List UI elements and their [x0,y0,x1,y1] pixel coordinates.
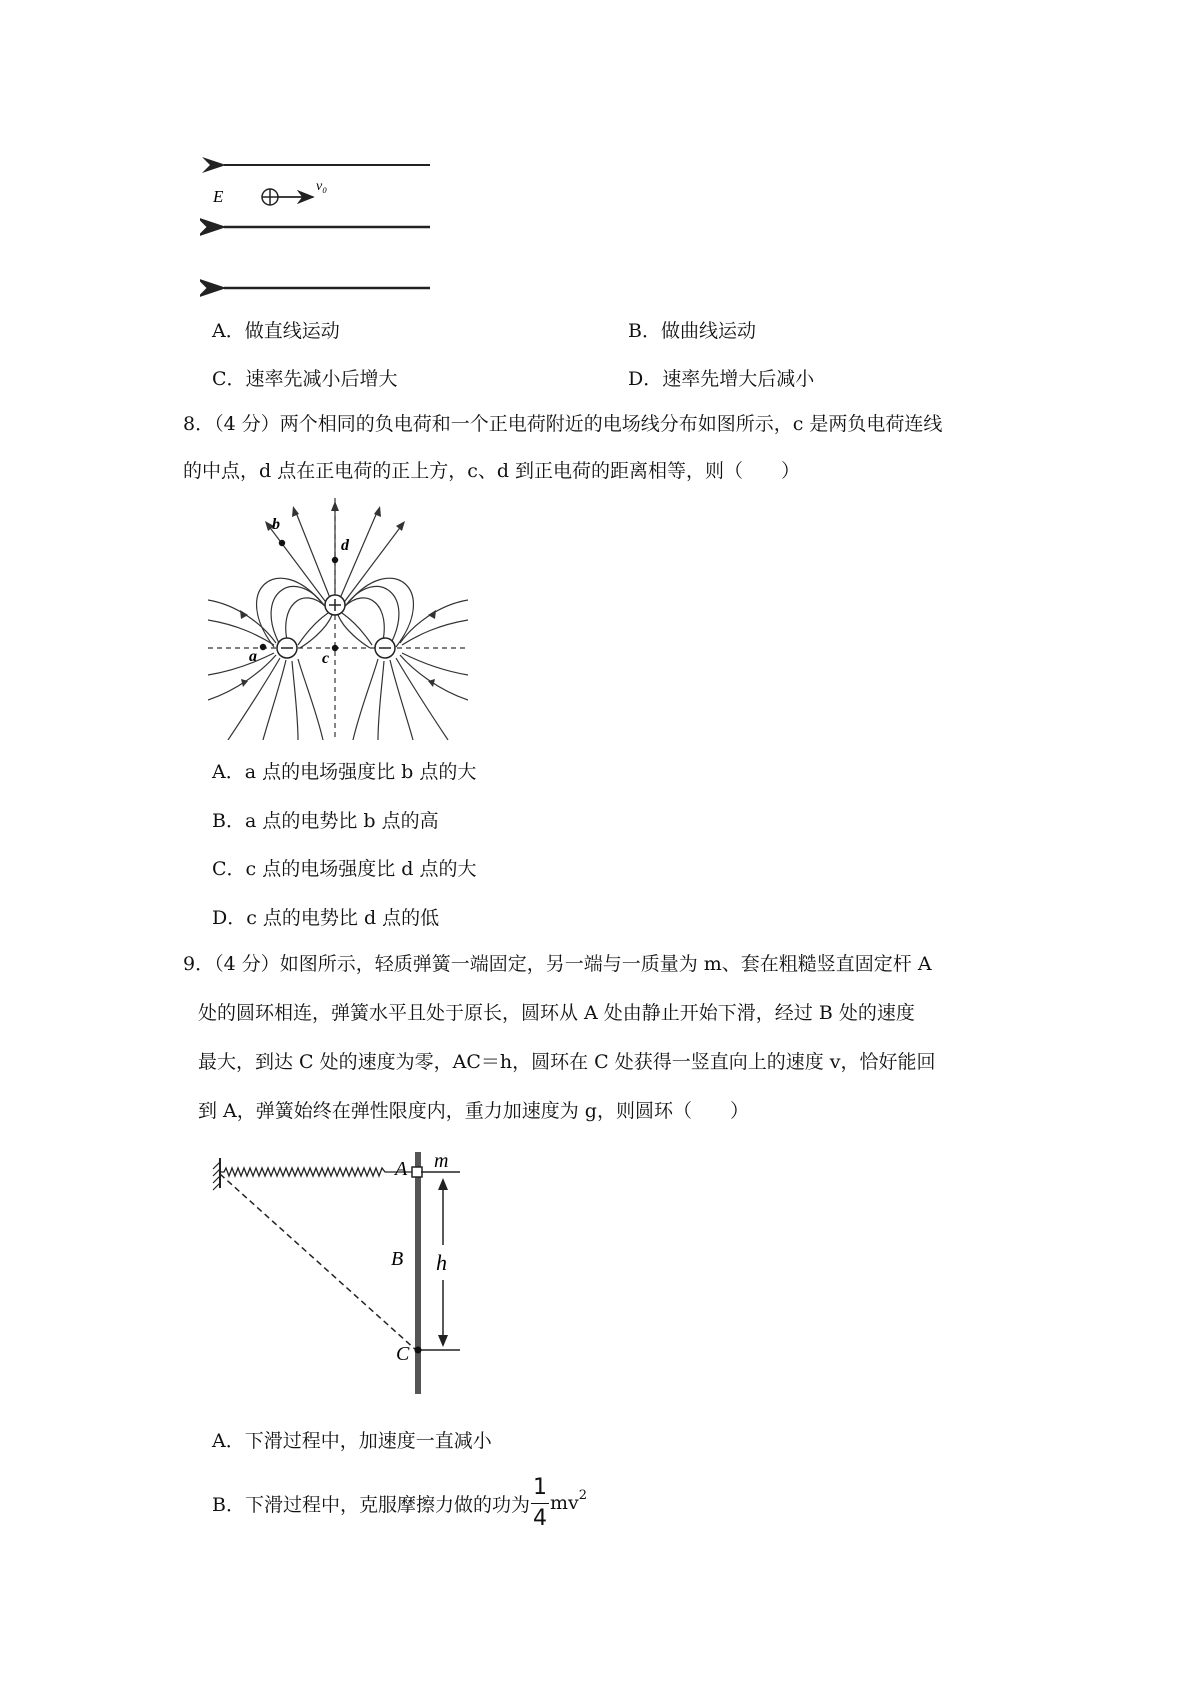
fraction [531,1473,549,1534]
label-b: B [391,1248,404,1270]
q9-spring-rod-figure [208,1150,478,1395]
q8-field-lines-figure [208,495,468,740]
label-a: A [395,1158,408,1180]
q7-option-d: D．速率先增大后减小 [628,368,815,390]
q8-stem-line-1: 8．（4 分）两个相同的负电荷和一个正电荷附近的电场线分布如图所示，c 是两负电荷连线 [183,413,943,435]
fraction-numerator: 1 [531,1473,549,1504]
q8-option-d: D．c 点的电势比 d 点的低 [212,907,440,929]
q9-stem-line-2: 处的圆环相连，弹簧水平且处于原长，圆环从 A 处由静止开始下滑，经过 B 处的速度 [198,1002,915,1024]
q9-option-a: A．下滑过程中，加速度一直减小 [212,1430,492,1452]
q9-option-b-suffix: mv [549,1492,579,1514]
q9-stem-line-4: 到 A，弹簧始终在弹性限度内，重力加速度为 g，则圆环（ ） [198,1100,749,1122]
label-m: m [434,1150,449,1172]
point-c [332,645,338,651]
point-b [279,540,285,546]
q9-stem [183,940,1033,1136]
point-a [260,644,266,650]
e-label: E [213,187,224,206]
label-c: C [396,1343,410,1365]
q9-option-b-exponent: 2 [578,1487,588,1503]
fraction-denominator: 4 [532,1505,547,1531]
v0-label: v₀ [316,179,328,194]
q8-option-b: B．a 点的电势比 b 点的高 [212,810,439,832]
q9-option-b-prefix: B．下滑过程中，克服摩擦力做的功为 [212,1493,530,1516]
q8-stem [183,401,1033,495]
q7-option-c: C．速率先减小后增大 [212,368,398,390]
point-d [332,557,338,563]
label-c: c [322,650,330,667]
q7-option-b: B．做曲线运动 [628,320,756,342]
label-h: h [436,1250,447,1275]
label-d: d [341,537,349,554]
q8-stem-line-2: 的中点，d 点在正电荷的正上方，c、d 到正电荷的距离相等，则（ ） [183,460,801,482]
vertical-rod [415,1152,421,1394]
q7-field-figure [200,140,440,300]
label-a: a [249,648,257,665]
q9-stem-line-1: 9．（4 分）如图所示，轻质弹簧一端固定，另一端与一质量为 m、套在粗糙竖直固定杆 A [183,953,932,975]
q8-option-c: C．c 点的电场强度比 d 点的大 [212,858,477,880]
point-c [415,1347,422,1354]
q9-option-b [212,1468,587,1538]
label-b: b [272,516,280,533]
q7-option-a: A．做直线运动 [212,320,340,342]
q8-option-a: A．a 点的电场强度比 b 点的大 [212,761,477,783]
ring [412,1167,422,1177]
q9-stem-line-3: 最大，到达 C 处的速度为零，AC＝h，圆环在 C 处获得一竖直向上的速度 v，恰好能回 [198,1051,936,1073]
spring [220,1168,413,1176]
